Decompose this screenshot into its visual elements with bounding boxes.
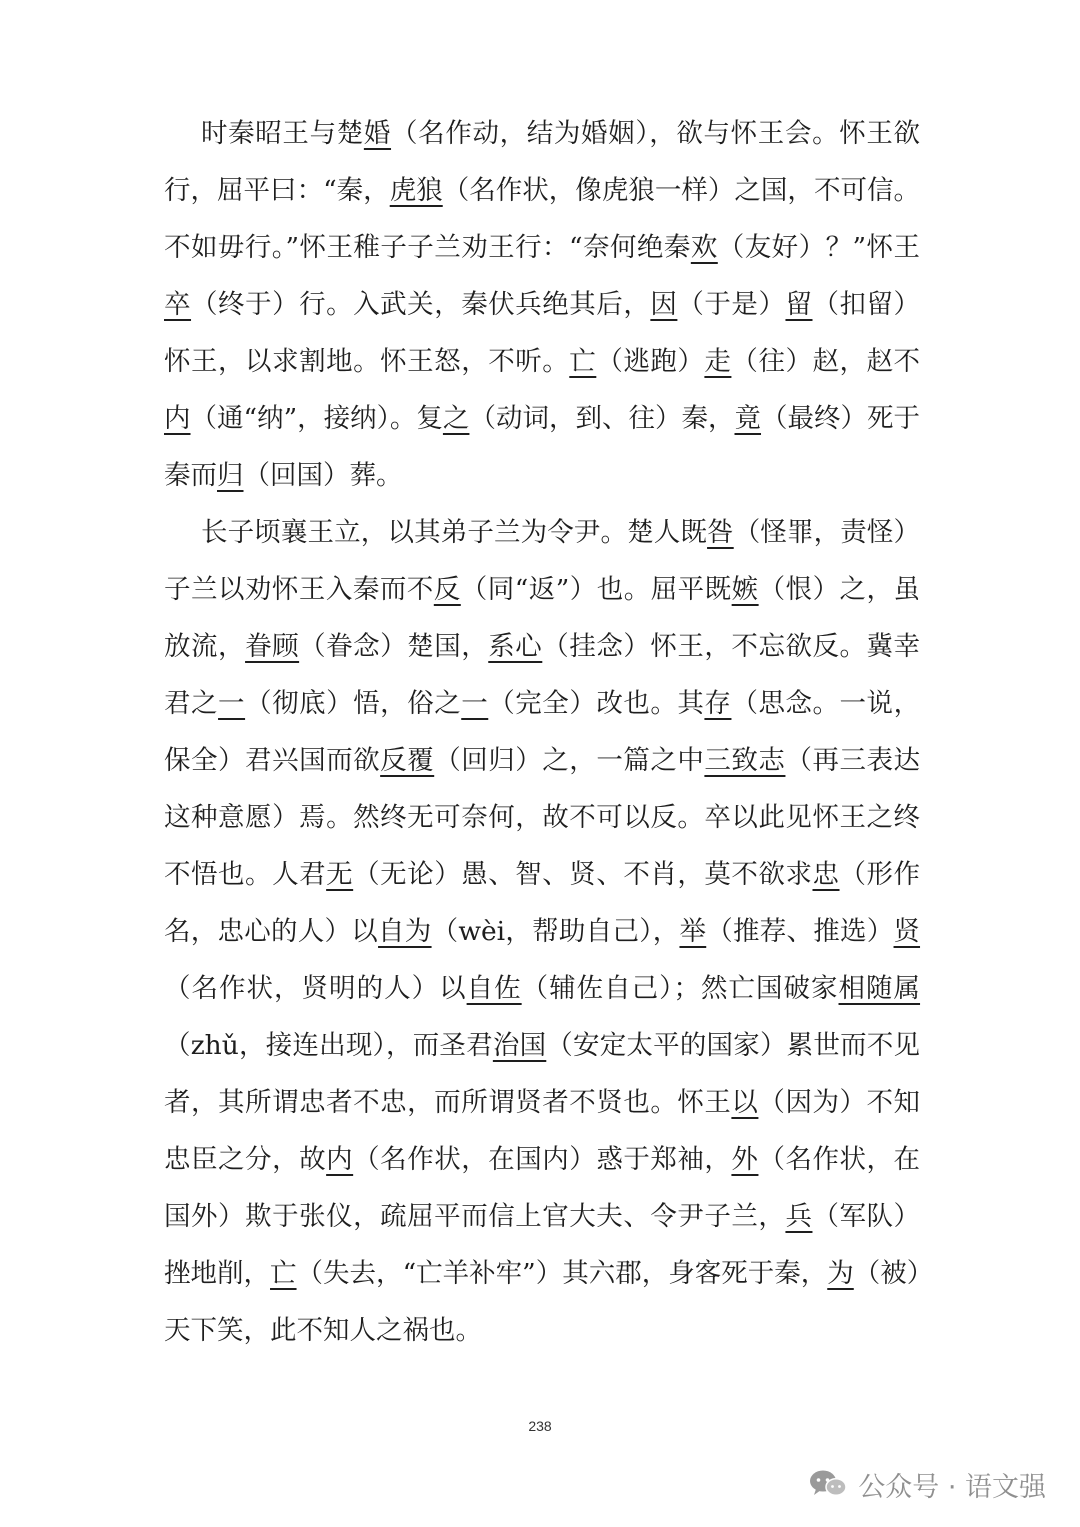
text-run: （名作状，贤明的人）以 bbox=[164, 973, 467, 1004]
annotated-word: 之 bbox=[442, 403, 470, 434]
text-run: （动词，到、往）秦， bbox=[469, 403, 735, 434]
annotated-word: 欢 bbox=[690, 232, 718, 263]
annotated-word: 因 bbox=[650, 289, 678, 320]
text-run: （军队）挫地削， bbox=[164, 1201, 921, 1289]
annotated-word: 贤 bbox=[893, 916, 921, 947]
annotated-word: 内 bbox=[164, 403, 191, 434]
annotated-word: 为 bbox=[827, 1258, 854, 1289]
text-run: （友好）？”怀王 bbox=[717, 232, 920, 263]
text-run: （被）天下笑，此不知人之祸也。 bbox=[164, 1258, 921, 1346]
text-run: （扣留）怀王，以求割地。怀王怒，不听。 bbox=[164, 289, 921, 377]
annotated-word: 婚 bbox=[363, 118, 392, 149]
annotated-word: 咎 bbox=[707, 517, 734, 548]
annotated-word: 一 bbox=[461, 688, 489, 719]
annotated-word: 虎狼 bbox=[389, 175, 443, 206]
text-run: （失去，“亡羊补牢”）其六郡，身客死于秦， bbox=[296, 1258, 828, 1289]
text-run: 长子顷襄王立，以其弟子兰为令尹。楚人既 bbox=[201, 517, 708, 548]
text-run: （回国）葬。 bbox=[243, 460, 403, 491]
annotated-word: 举 bbox=[679, 916, 707, 947]
annotated-word: 无 bbox=[326, 859, 354, 890]
text-run: （名作动，结为婚姻），欲与怀王会。怀王欲行，屈平曰：“秦， bbox=[164, 118, 921, 206]
text-run: （再三表达这种意愿）焉。然终无可奈何，故不可以反。卒以此见怀王之终不悟也。人君 bbox=[164, 745, 921, 890]
text-run: （名作状，在国外）欺于张仪，疏屈平而信上官大夫、令尹子兰， bbox=[164, 1144, 921, 1232]
wechat-official-account-icon bbox=[808, 1468, 848, 1500]
annotated-word: 走 bbox=[704, 346, 732, 377]
annotated-word: 嫉 bbox=[731, 574, 759, 605]
text-run: （回归）之，一篇之中 bbox=[434, 745, 705, 776]
annotated-word: 忠 bbox=[812, 859, 840, 890]
text-run: （往）赵，赵不 bbox=[731, 346, 921, 377]
paragraph-2 bbox=[164, 504, 920, 1359]
text-run: （于是） bbox=[677, 289, 786, 320]
text-run: （名作状，在国内）惑于郑袖， bbox=[353, 1144, 732, 1175]
annotated-word: 存 bbox=[704, 688, 732, 719]
annotated-word: 卒 bbox=[164, 289, 192, 320]
annotated-word: 一 bbox=[218, 688, 246, 719]
text-run: （无论）愚、智、贤、不肖，莫不欲求 bbox=[353, 859, 813, 890]
annotated-word: 归 bbox=[217, 460, 244, 491]
text-run: （思念。一说，保全）君兴国而欲 bbox=[164, 688, 921, 776]
annotated-word: 自为 bbox=[378, 916, 432, 947]
text-run: 时秦昭王与楚 bbox=[201, 118, 364, 149]
text-run: （彻底）悟，俗之 bbox=[245, 688, 462, 719]
text-run: （名作状，像虎狼一样）之国，不可信。不如毋行。”怀王稚子子兰劝王行：“奈何绝秦 bbox=[164, 175, 920, 263]
annotated-word: 自佐 bbox=[466, 973, 522, 1004]
annotated-word: 竟 bbox=[734, 403, 762, 434]
text-run: （终于）行。入武关，秦伏兵绝其后， bbox=[191, 289, 651, 320]
text-run: （同“返”）也。屈平既 bbox=[460, 574, 732, 605]
paragraph-1 bbox=[164, 105, 920, 504]
annotated-word: 亡 bbox=[270, 1258, 297, 1289]
annotated-word: 反 bbox=[433, 574, 461, 605]
text-run: （安定太平的国家）累世而不见者，其所谓忠者不忠，而所谓贤者不贤也。怀王 bbox=[164, 1030, 920, 1118]
text-run: （最终）死于秦而 bbox=[164, 403, 921, 491]
text-run: （形作名，忠心的人）以 bbox=[164, 859, 921, 947]
text-run: （zhǔ，接连出现），而圣君 bbox=[164, 1030, 493, 1061]
text-run: （通“纳”，接纳）。复 bbox=[190, 403, 443, 434]
text-run: （因为）不知忠臣之分，故 bbox=[164, 1087, 921, 1175]
annotated-word: 外 bbox=[731, 1144, 759, 1175]
annotated-word: 以 bbox=[731, 1087, 759, 1118]
annotated-word: 留 bbox=[785, 289, 813, 320]
text-run: （怪罪，责怪）子兰以劝怀王入秦而不 bbox=[164, 517, 921, 605]
watermark-text: 公众号 · 语文强 bbox=[858, 1471, 1046, 1503]
text-run: （推荐、推选） bbox=[706, 916, 894, 947]
annotated-word: 三致志 bbox=[704, 745, 786, 776]
annotated-word: 内 bbox=[326, 1144, 354, 1175]
annotated-word: 亡 bbox=[569, 346, 597, 377]
text-run: （挂念）怀王，不忘欲反。冀幸君之 bbox=[164, 631, 921, 719]
text-run: （辅佐自己）；然亡国破家 bbox=[521, 973, 839, 1004]
text-run: （恨）之，虽放流， bbox=[164, 574, 921, 662]
annotated-word: 兵 bbox=[785, 1201, 813, 1232]
annotated-word: 系心 bbox=[488, 631, 543, 662]
page-number: 238 bbox=[528, 1418, 552, 1434]
text-run: （完全）改也。其 bbox=[488, 688, 705, 719]
text-run: （wèi，帮助自己）， bbox=[431, 916, 680, 947]
text-body bbox=[164, 105, 920, 1359]
annotated-word: 相随属 bbox=[838, 973, 921, 1004]
annotated-word: 治国 bbox=[492, 1030, 547, 1061]
watermark bbox=[808, 1462, 1046, 1506]
text-run: （眷念）楚国， bbox=[299, 631, 489, 662]
annotated-word: 反覆 bbox=[380, 745, 435, 776]
annotated-word: 眷顾 bbox=[245, 631, 300, 662]
text-run: （逃跑） bbox=[596, 346, 705, 377]
